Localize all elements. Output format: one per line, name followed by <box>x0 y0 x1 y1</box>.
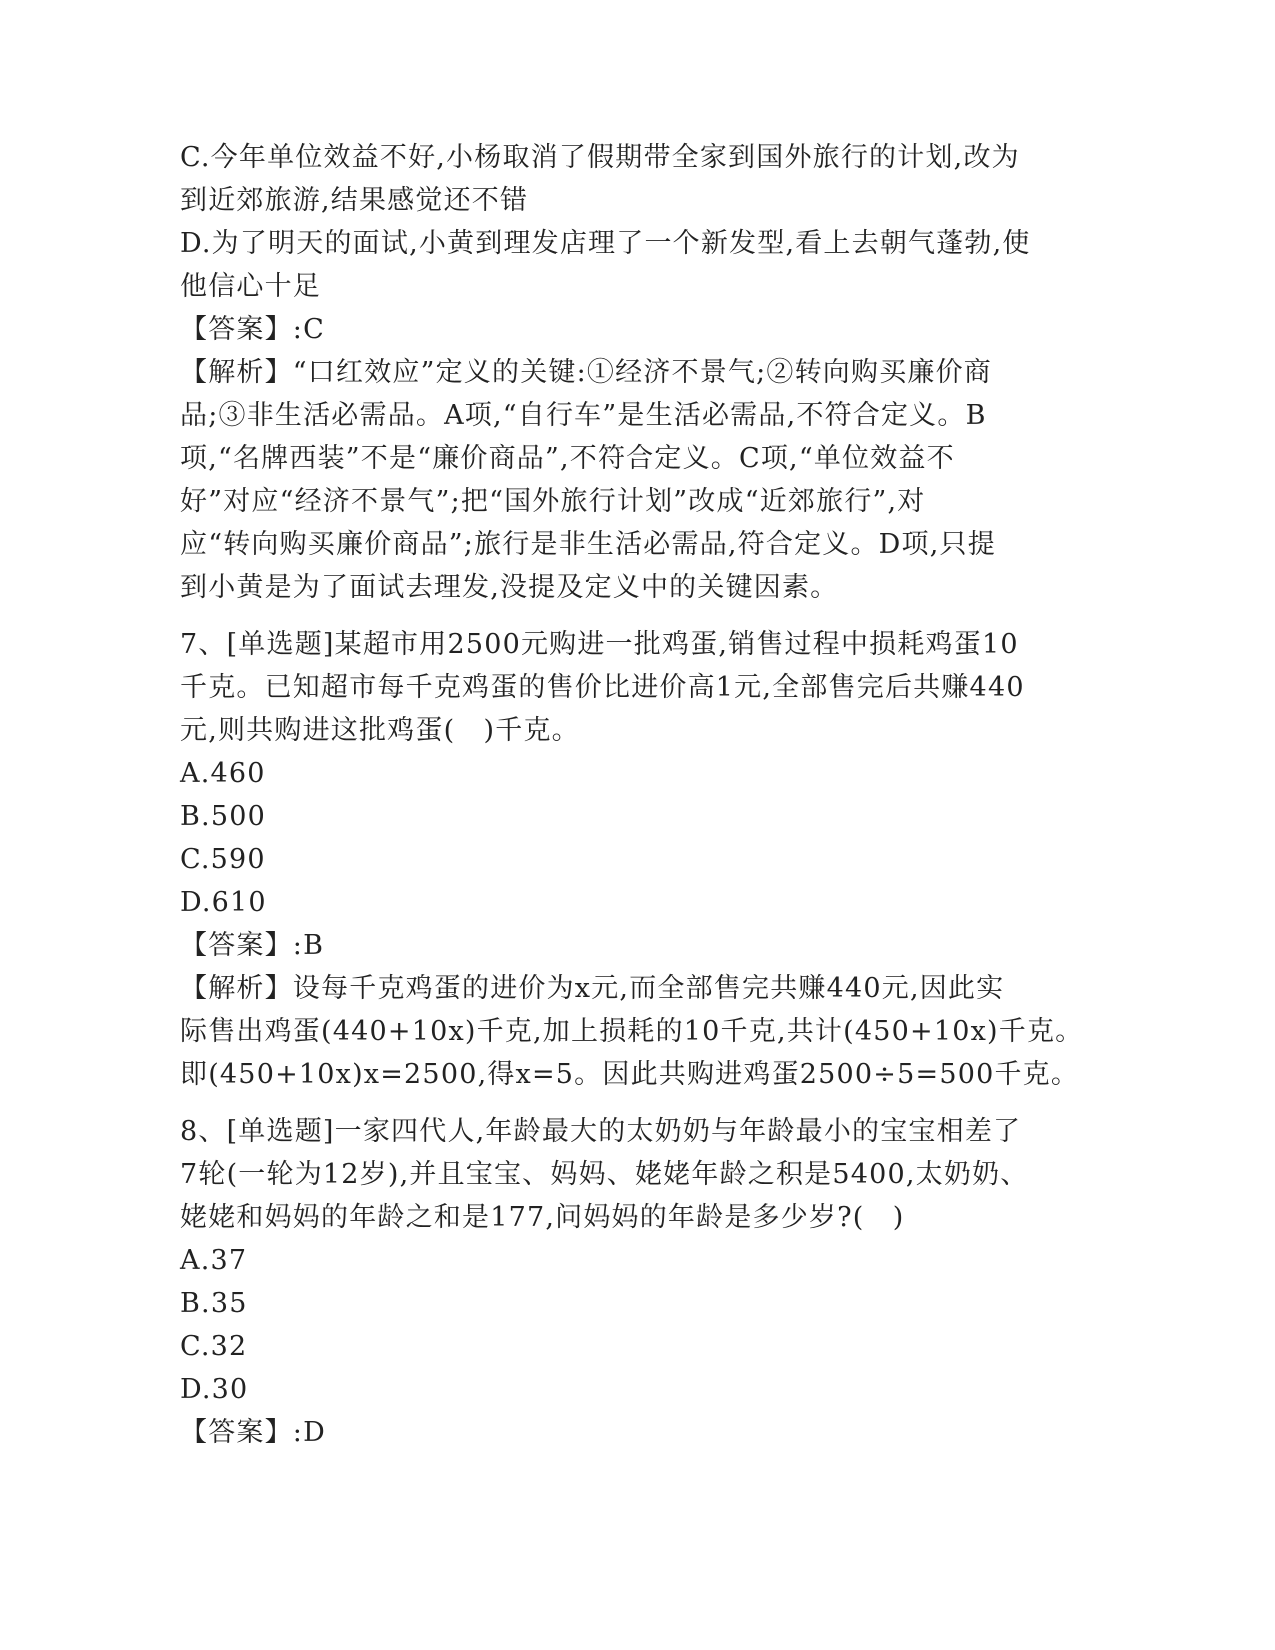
question-6-tail <box>180 136 1040 609</box>
analysis-line: 到小黄是为了面试去理发,没提及定义中的关键因素。 <box>180 572 839 603</box>
analysis-line: 好”对应“经济不景气”;把“国外旅行计划”改成“近郊旅行”,对 <box>180 486 926 517</box>
document-page <box>180 136 1084 1454</box>
answer-line: 【答案】:B <box>180 930 325 961</box>
analysis-line: 【解析】“口红效应”定义的关键:①经济不景气;②转向购买廉价商 <box>180 357 992 388</box>
stem-line: 千克。已知超市每千克鸡蛋的售价比进价高1元,全部售完后共赚440 <box>180 672 1025 703</box>
analysis-block <box>180 351 1040 609</box>
answer-line: 【答案】:D <box>180 1417 326 1448</box>
option-b: B.500 <box>180 801 266 832</box>
option-d: D.610 <box>180 887 267 918</box>
option-c-line-1: C.今年单位效益不好,小杨取消了假期带全家到国外旅行的计划,改为 <box>180 142 1020 173</box>
option-a: A.37 <box>180 1245 248 1276</box>
question-stem <box>180 623 1040 752</box>
analysis-line: 应“转向购买廉价商品”;旅行是非生活必需品,符合定义。D项,只提 <box>180 529 996 560</box>
option-d: D.30 <box>180 1374 249 1405</box>
option-d <box>180 222 1040 308</box>
analysis-line: 即(450+10x)x=2500,得x=5。因此共购进鸡蛋2500÷5=500千克。 <box>180 1059 1080 1090</box>
analysis-block <box>180 967 1084 1096</box>
spacer <box>180 1096 1040 1110</box>
analysis-line: 【解析】设每千克鸡蛋的进价为x元,而全部售完共赚440元,因此实 <box>180 973 1005 1004</box>
analysis-line: 品;③非生活必需品。A项,“自行车”是生活必需品,不符合定义。B <box>180 400 987 431</box>
option-c: C.32 <box>180 1331 248 1362</box>
stem-line: 元,则共购进这批鸡蛋( )千克。 <box>180 715 580 746</box>
stem-line: 8、[单选题]一家四代人,年龄最大的太奶奶与年龄最小的宝宝相差了 <box>180 1116 1022 1147</box>
option-c: C.590 <box>180 844 266 875</box>
question-7 <box>180 623 1084 1096</box>
stem-line: 7、[单选题]某超市用2500元购进一批鸡蛋,销售过程中损耗鸡蛋10 <box>180 629 1019 660</box>
option-d-line-1: D.为了明天的面试,小黄到理发店理了一个新发型,看上去朝气蓬勃,使 <box>180 228 1031 259</box>
analysis-line: 项,“名牌西装”不是“廉价商品”,不符合定义。C项,“单位效益不 <box>180 443 955 474</box>
option-d-line-2: 他信心十足 <box>180 271 321 302</box>
stem-line: 姥姥和妈妈的年龄之和是177,问妈妈的年龄是多少岁?( ) <box>180 1202 905 1233</box>
option-c-line-2: 到近郊旅游,结果感觉还不错 <box>180 185 529 216</box>
option-b: B.35 <box>180 1288 248 1319</box>
analysis-line: 际售出鸡蛋(440+10x)千克,加上损耗的10千克,共计(450+10x)千克。 <box>180 1016 1084 1047</box>
answer-line: 【答案】:C <box>180 314 325 345</box>
question-8 <box>180 1110 1040 1454</box>
question-stem <box>180 1110 1040 1239</box>
option-c <box>180 136 1040 222</box>
stem-line: 7轮(一轮为12岁),并且宝宝、妈妈、姥姥年龄之积是5400,太奶奶、 <box>180 1159 1029 1190</box>
spacer <box>180 609 1040 623</box>
option-a: A.460 <box>180 758 266 789</box>
